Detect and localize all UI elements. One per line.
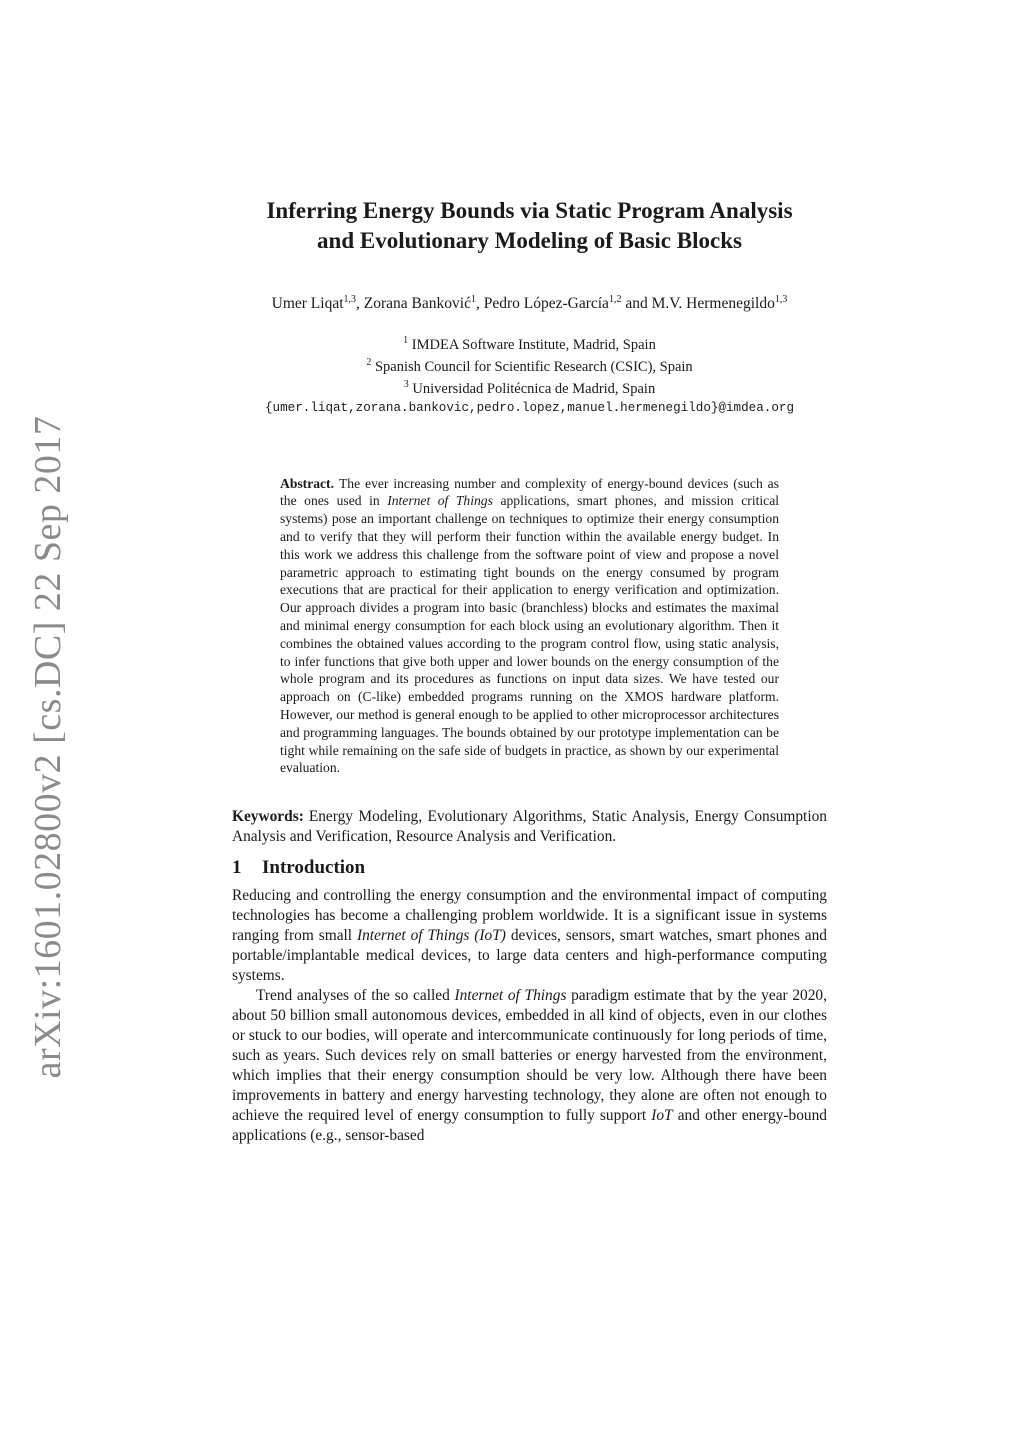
abstract-label: Abstract. [280, 475, 334, 491]
affiliation-list [232, 332, 827, 397]
author-affiliation-marker: 1,2 [608, 294, 622, 305]
affiliation-number: 2 [366, 356, 372, 368]
abstract-text-part: The ever increasing number and complexity of energy-bound devices (such as the ones used in [280, 475, 779, 509]
paragraph-text: Trend analyses of the so called [256, 987, 455, 1005]
keywords [232, 807, 827, 847]
author-name: Zorana Banković [363, 295, 471, 313]
paragraph-emphasis: Internet of Things [454, 987, 567, 1005]
keywords-label: Keywords: [232, 808, 304, 826]
affiliation-line [232, 332, 827, 354]
paragraph-text: Reducing and controlling the energy consumption and the environmental impact of computing technologies has become a challenging problem worldwide. It is a significant issue in systems ranging from small [232, 887, 827, 945]
paper-page [232, 190, 827, 1146]
paragraph-emphasis: IoT [651, 1107, 673, 1125]
section-heading [232, 855, 827, 881]
author-emails: {umer.liqat,zorana.bankovic,pedro.lopez,manuel.hermenegildo}@imdea.org [264, 400, 795, 415]
paragraph-text: paradigm estimate that by the year 2020, about 50 billion small autonomous devices, embedded in all kind of objects, even in our clothes or stuck to our bodies, will operate and intercommunicate continuously for long periods of time, such as years. Such devices rely on small batteries or energy harvested from the environment, which implies that their energy consumption should be very low. Although there have been improvements in battery and energy harvesting technology, they alone are often not enough to achieve the required level of energy consumption to fully support [232, 987, 827, 1125]
affiliation-number: 3 [403, 378, 409, 390]
paragraph-emphasis: Internet of Things (IoT) [356, 927, 506, 945]
author-separator: , [356, 295, 364, 313]
author-name: Umer Liqat [271, 295, 344, 313]
affiliation-text: Spanish Council for Scientific Research (CSIC), Spain [374, 358, 693, 375]
title-line-2: and Evolutionary Modeling of Basic Blocks [317, 228, 742, 253]
author-name: Pedro López-García [483, 295, 609, 313]
author-separator: and [621, 295, 652, 313]
intro-paragraph-2 [232, 986, 827, 1146]
affiliation-number: 1 [403, 335, 409, 347]
author-affiliation-marker: 1 [470, 294, 476, 305]
author-affiliation-marker: 1,3 [774, 294, 788, 305]
affiliation-line [232, 354, 827, 376]
paper-title [232, 196, 827, 256]
abstract [280, 475, 779, 778]
author-list [232, 290, 827, 314]
paragraph-text: and other energy-bound applications (e.g., sensor-based [232, 1107, 827, 1145]
author-separator: , [475, 295, 484, 313]
keywords-text: Energy Modeling, Evolutionary Algorithms, Static Analysis, Energy Consumption Analysis and Verification, Resource Analysis and Verification. [232, 808, 827, 846]
affiliation-line [232, 376, 827, 398]
section-title: Introduction [262, 857, 366, 879]
author-name: M.V. Hermenegildo [651, 295, 775, 313]
affiliation-text: Universidad Politécnica de Madrid, Spain [412, 380, 656, 397]
title-line-1: Inferring Energy Bounds via Static Program Analysis [266, 198, 793, 223]
abstract-emphasis: Internet of Things [387, 493, 493, 509]
section-number: 1 [232, 857, 242, 879]
intro-paragraph-1 [232, 886, 827, 986]
arxiv-side-stamp: arXiv:1601.02800v2 [cs.DC] 22 Sep 2017 [27, 415, 69, 1079]
author-affiliation-marker: 1,3 [343, 294, 357, 305]
affiliation-text: IMDEA Software Institute, Madrid, Spain [411, 336, 656, 353]
paragraph-text: devices, sensors, smart watches, smart phones and portable/implantable medical devices, to large data centers and high-performance computing systems. [232, 927, 827, 985]
abstract-text-part: applications, smart phones, and mission critical systems) pose an important challenge on techniques to optimize their energy consumption and to verify that they will perform their function within the available energy budget. In this work we address this challenge from the software point of view and propose a novel parametric approach to estimating tight bounds on the energy consumed by program executions that are practical for their application to energy verification and optimization. Our approach divides a program into basic (branchless) blocks and estimates the maximal and minimal energy consumption for each block using an evolutionary algorithm. Then it combines the obtained values according to the program control flow, using static analysis, to infer functions that give both upper and lower bounds on the energy consumption of the whole program and its procedures as functions on input data sizes. We have tested our approach on (C-like) embedded programs running on the XMOS hardware platform. However, our method is general enough to be applied to other microprocessor architectures and programming languages. The bounds obtained by our prototype implementation can be tight while remaining on the safe side of budgets in practice, as shown by our experimental evaluation. [280, 493, 780, 776]
